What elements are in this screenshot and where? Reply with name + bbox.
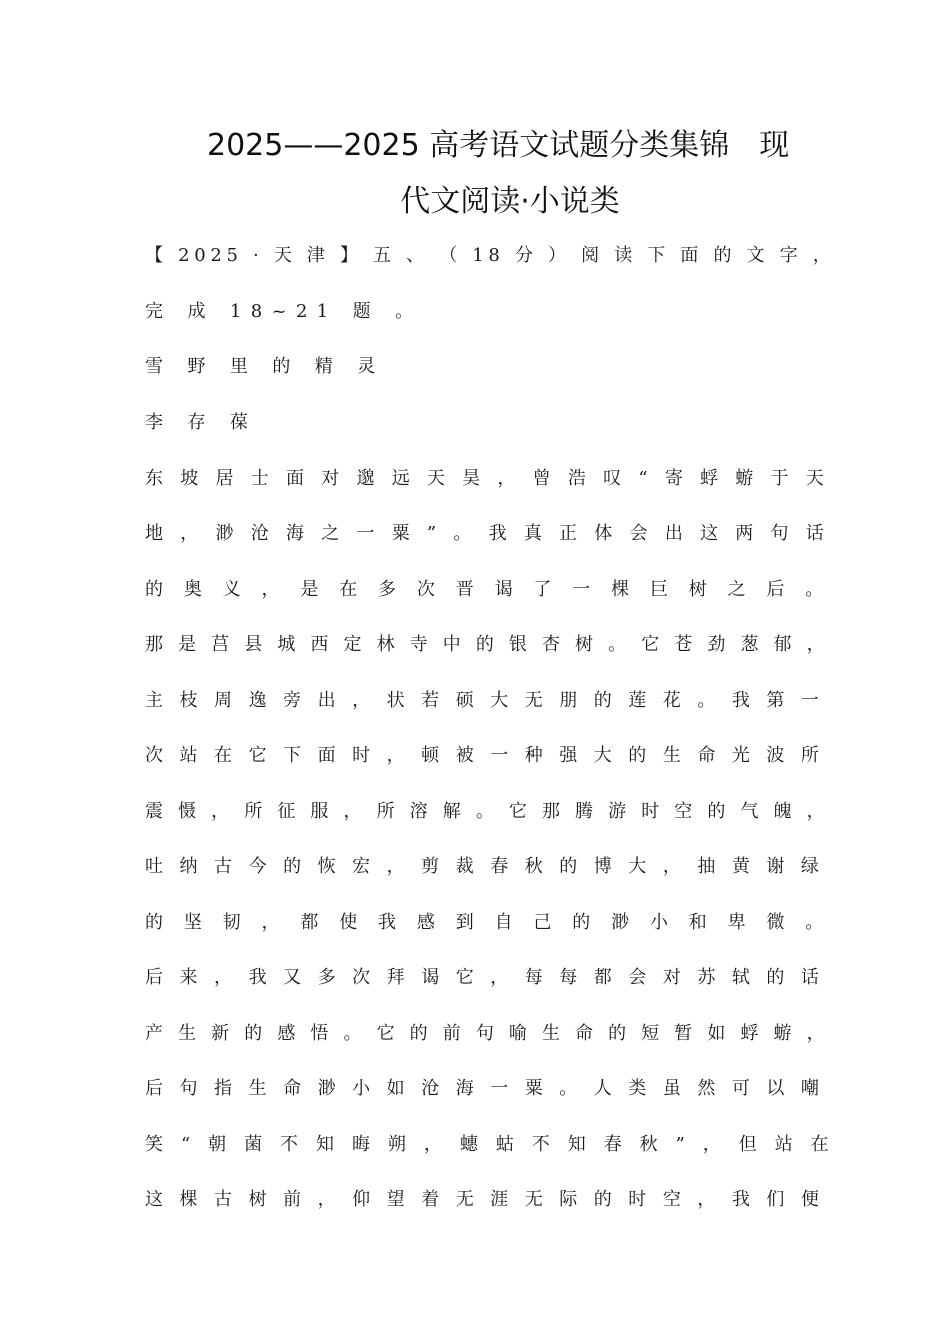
story-author: 李 存 葆: [145, 412, 258, 433]
text-line: 东 坡 居 士 面 对 邈 远 天 昊 ， 曾 浩 叹 “ 寄 蜉 蝣 于 天: [145, 468, 830, 489]
text-line: 笑 “ 朝 菌 不 知 晦 朔 ， 蟪 蛄 不 知 春 秋 ” ， 但 站 在: [145, 1134, 835, 1155]
text-line: 主 枝 周 逸 旁 出 ， 状 若 硕 大 无 朋 的 莲 花 。 我 第 一: [145, 690, 825, 711]
text-line: 后 句 指 生 命 渺 小 如 沧 海 一 粟 。 人 类 虽 然 可 以 嘲: [145, 1078, 825, 1099]
text-line: 吐 纳 古 今 的 恢 宏 ， 剪 裁 春 秋 的 博 大 ， 抽 黄 谢 绿: [145, 856, 825, 877]
text-line: 那 是 莒 县 城 西 定 林 寺 中 的 银 杏 树 。 它 苍 劲 葱 郁 ，: [145, 634, 830, 655]
text-line: 后 来 ， 我 又 多 次 拜 谒 它 ， 每 每 都 会 对 苏 轼 的 话: [145, 967, 825, 988]
text-line: 地 ， 渺 沧 海 之 一 粟 ” 。 我 真 正 体 会 出 这 两 句 话: [145, 523, 830, 544]
text-line: 这 棵 古 树 前 ， 仰 望 着 无 涯 无 际 的 时 空 ， 我 们 便: [145, 1189, 825, 1210]
text-line: 的 奥 义 ， 是 在 多 次 晋 谒 了 一 棵 巨 树 之 后 。: [145, 579, 831, 600]
text-line: 完 成 18~21 题 。: [145, 301, 423, 322]
story-title: 雪 野 里 的 精 灵: [145, 356, 385, 377]
text-line: 的 坚 韧 ， 都 使 我 感 到 自 己 的 渺 小 和 卑 微 。: [145, 912, 831, 933]
document-title-line-2: 代文阅读·小说类: [400, 184, 620, 219]
text-line: 次 站 在 它 下 面 时 ， 顿 被 一 种 强 大 的 生 命 光 波 所: [145, 745, 825, 766]
text-line: 震 慑 ， 所 征 服 ， 所 溶 解 。 它 那 腾 游 时 空 的 气 魄 ，: [145, 801, 830, 822]
text-line: 产 生 新 的 感 悟 。 它 的 前 句 喻 生 命 的 短 暂 如 蜉 蝣 ，: [145, 1023, 830, 1044]
document-title-line-1: 2025——2025 高考语文试题分类集锦 现: [207, 128, 790, 163]
text-line: 【 2025 · 天 津 】 五 、 （ 18 分 ） 阅 读 下 面 的 文 字 ，: [145, 245, 836, 266]
